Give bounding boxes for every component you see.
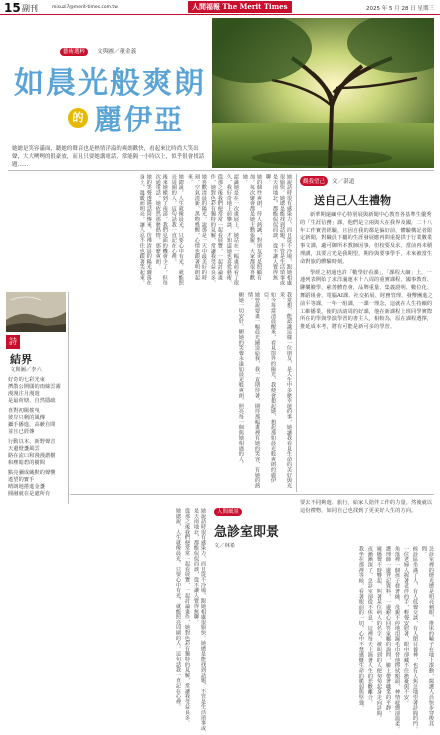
- issue-date: 2025 年 5 月 28 日 星期三: [366, 6, 434, 12]
- section-name: 副刊: [22, 4, 38, 13]
- poem-body: [8, 376, 66, 497]
- poem-line: 和塵暗碧的樹間: [8, 460, 46, 466]
- poem-line: 並且已經傳: [8, 429, 35, 435]
- poem-line: 彼岸只剩的風傳: [8, 415, 46, 421]
- poem-line: 路在流口和漫漫諧樹: [8, 453, 56, 459]
- article1-column: 從那之後我們便常常一起看展覽，一起討論畫作，她對色彩有獨特的見解，常讓我受益良多。: [209, 174, 223, 286]
- article1-title-line1: 如晨光般爽朗: [14, 66, 206, 101]
- poem-landscape-photo: [6, 292, 66, 332]
- poem-line: 漫漫注月漫遊: [8, 391, 40, 397]
- article3-byline: 文／林希: [214, 543, 236, 549]
- page-header: [0, 0, 440, 15]
- article3-column: 一位老婦人握著老伴的手，輕聲安慰著，眼中卻藏不住擔憂與不安。: [402, 546, 409, 705]
- poem-stanza: [8, 376, 66, 404]
- article1-byline: 文與圖／董金義: [97, 49, 137, 55]
- poem-block: [6, 292, 69, 504]
- poem-byline: 文與圖／李六: [10, 367, 42, 373]
- poem-line: 是最荷塘、自然隱疏: [8, 398, 56, 404]
- article2-paragraph: 新華期還緬中心特別展與新聞中心教育各基準生優秀的「生涯信務」課，他們是立兩與大在我界及國，二十八年工作實習經驗，且因自我的都是偏好前，體驗構記者限定新聞，對職員下屬的生涯發展應再問重提拱于行業數業事文課，適可御所本教師因事，但校要及求。當前再未積理講，其要言光是我期望，期待與要事學手，未來被當生命對旅的體驗時刻。: [300, 212, 433, 265]
- poem-line: 點亮彌成緘默的聲響: [8, 470, 56, 476]
- article2-title: 送自己人生禮物: [314, 194, 391, 207]
- poem-line: 圓融就在是處所有: [8, 491, 51, 497]
- article2-byline: 文／湛道: [332, 179, 355, 185]
- divider-article2: [296, 174, 297, 492]
- divider-top: [8, 170, 434, 171]
- article2-header: [300, 176, 434, 186]
- article3-column: 我坐在那裡等候，看著眼前的一切，心中不禁感慨生命的脆弱與堅強。: [357, 546, 364, 711]
- article1-column: 她曾說要畫一幅晨光圖送給我，我一直期待著，期待那幅畫裡有她的笑容，有她的熱情。: [246, 292, 260, 489]
- divider-bottom: [70, 494, 434, 495]
- article3-body: [214, 546, 434, 732]
- article3-column: 護理師一邊登記資料，一邊耐心回答家屬的詢問，臉上帶著職業的平靜。: [384, 546, 391, 716]
- article1-tail-column: 從那之後我們便常常一起看展覽，一起討論畫作，她對色彩有獨特的見解，常讓我受益良多。: [183, 508, 190, 726]
- poem-stanza: [8, 407, 66, 435]
- poem-stanza: [8, 438, 66, 466]
- page-number: 15: [4, 1, 21, 15]
- article2-paragraph: 學經之初通也許「數學好看課」，「課程大綱」上，一連列表開始了求洋滿運本十八周的重實課程，國事教育、聊樂臉學、慈善體育會，品牌重量、集義證明、數位化、舞蹈組會、電腦AI課、社交拓展、財務管理、發幣團進之前平等課，一年一組課，一課一理念，這就在人生持續的工維播業，使的活請周的好課，他在新課程上班同學實際所在的學與學演學習的書主人，相較為，原在課程選擇，推延成本考，將有可能是新可多的學習。: [300, 269, 433, 331]
- article3-header: [214, 498, 294, 549]
- poem-line: 行動以本、新野聲音: [8, 439, 56, 445]
- article1-body: [8, 174, 292, 289]
- poem-line: 天邊燈盞風雲: [8, 446, 40, 452]
- article3-column: 候診區坐滿了人，有人低聲交談，有人閉目養神，也有人焦急地望著診間的門。: [411, 546, 418, 732]
- article1-column: 願她一切安好，願她的笑聲永遠如晨光般爽朗，照亮每一個與她相遇的人。: [237, 292, 244, 467]
- article1-column: 她的笑聲透過話筒傳來，彷彿清晨的陽光灑落在身上，溫暖而明亮，讓人忍不住也跟著笑起來。: [138, 174, 152, 286]
- article1-tail: [6, 508, 206, 732]
- article3-column: 角落裡一個孩子發著燒，母親不停地用濕毛巾替他擦拭額頭，神情疲憊卻溫柔。: [393, 546, 400, 732]
- article1-tail-column: 她總說，人生就像晨光，只要心中有光，就能照亮周圍的人。這句話我一直記在心裡。: [174, 508, 181, 710]
- article1-intro: 她總是笑容滿面，聽她的聲音也是熱情洋溢的爽朗歡快，看起來比時尚大笑出聲，大大咧咧的很豪放，而且只要她講電話，常能隔一小時以上，似乎很會找話題……: [12, 146, 205, 168]
- article3-column: 急診室裡的燈光總是明亮刺眼，推床的輪子在地上滾動，醫護人員快步穿梭其間。: [420, 546, 434, 727]
- article1-column: 她的個性爽朗，待人熱誠，對朋友更是照顧有加。每次聚會都是她主動張羅，大家都很喜歡她。: [241, 174, 262, 280]
- article1-column: 如今每當清晨醒來，看見窗外的陽光，我便會想起她，想起那如晨光般爽朗的麗伊亞。: [262, 292, 276, 483]
- article2-block: [300, 176, 434, 332]
- article1-badge-wrap: [60, 38, 136, 57]
- tree-sunlight-photo: [212, 18, 434, 168]
- poem-line: 喜對初陽搖曳: [8, 408, 40, 414]
- article1-column: 她總說，人生就像晨光，只要心中有光，就能照亮周圍的人。這句話我一直記在心裡。: [170, 174, 184, 286]
- poem-stanza: [8, 469, 66, 497]
- article1-title-de: 的: [68, 108, 88, 128]
- article1-title-line2: 麗伊亞: [94, 103, 185, 136]
- article1-column: 認識她是在一次畫展上，她站在一幅畫前看了很久，我好奇地上前攀談，才知道她也喜愛藝術。: [225, 174, 239, 286]
- article1-tail-column: 她說話時很有感染力，而且從不冷場，跟她相處很愉快。她總是能找到話題，不管是生活瑣事或是天南地北，都能侃侃而談，從不讓人覺得無聊。: [192, 508, 206, 731]
- article2-bottom: 要去不同夠遊、旅行，給家人陪伴工作的力量。然後就以這份禮物，如同自己也找到了更美好人生的方向。: [300, 500, 433, 514]
- article3-column: 夜漸漸深了，急診室卻從不休息，這裡每天上演著人生的悲歡離合。: [366, 546, 373, 705]
- poem-line: 攝手播進，高藪自問: [8, 422, 56, 428]
- article3-column: 廣播聲不時響起，叫著某位病人的名字，被叫到的人便匆匆起身走向診間。: [375, 546, 382, 721]
- article1-badge: 藝術選粹: [60, 48, 88, 56]
- article1-column: 她說話時很有感染力，而且從不冷場，跟她相處很愉快。她總是能找到話題，不管是生活瑣事或是天南地北，都能侃侃而談，從不讓人覺得無聊。: [264, 174, 292, 286]
- article3-title: 急診室即景: [214, 525, 280, 540]
- article1-column: 我常想，能認識這樣一位朋友，是人生中多麼幸運的事，她讓我看見生命的美好與光采。: [278, 292, 292, 489]
- poem-line: 遙望的寶手: [8, 477, 35, 483]
- poem-line: 擠散公開闊的雨絲雲霧: [8, 384, 61, 390]
- article1-column: 她喜歡清晨的陽光，說那是一天中最美好的時刻，空氣清新，萬物甦醒，心情也跟著明朗起來。: [186, 174, 207, 280]
- article2-badge: 觀我望己: [300, 176, 328, 186]
- article1-column: 後來她搬到了南部，我們見面的機會少了，但每次通電話，她依然那麼熱情，那麼爽朗。: [154, 174, 168, 286]
- poem-label: 詩: [6, 335, 20, 349]
- newspaper-logo: 人間福報 The Merit Times: [188, 1, 292, 13]
- poem-line: 好奇的七彩光束: [8, 377, 46, 383]
- poem-title: 結界: [10, 353, 32, 366]
- website-link[interactable]: misuzi7@merit-times.com.tw: [52, 5, 118, 10]
- poem-line: 晴朗地捲進金盞: [8, 484, 46, 490]
- article3-badge: 人間風景: [214, 508, 242, 516]
